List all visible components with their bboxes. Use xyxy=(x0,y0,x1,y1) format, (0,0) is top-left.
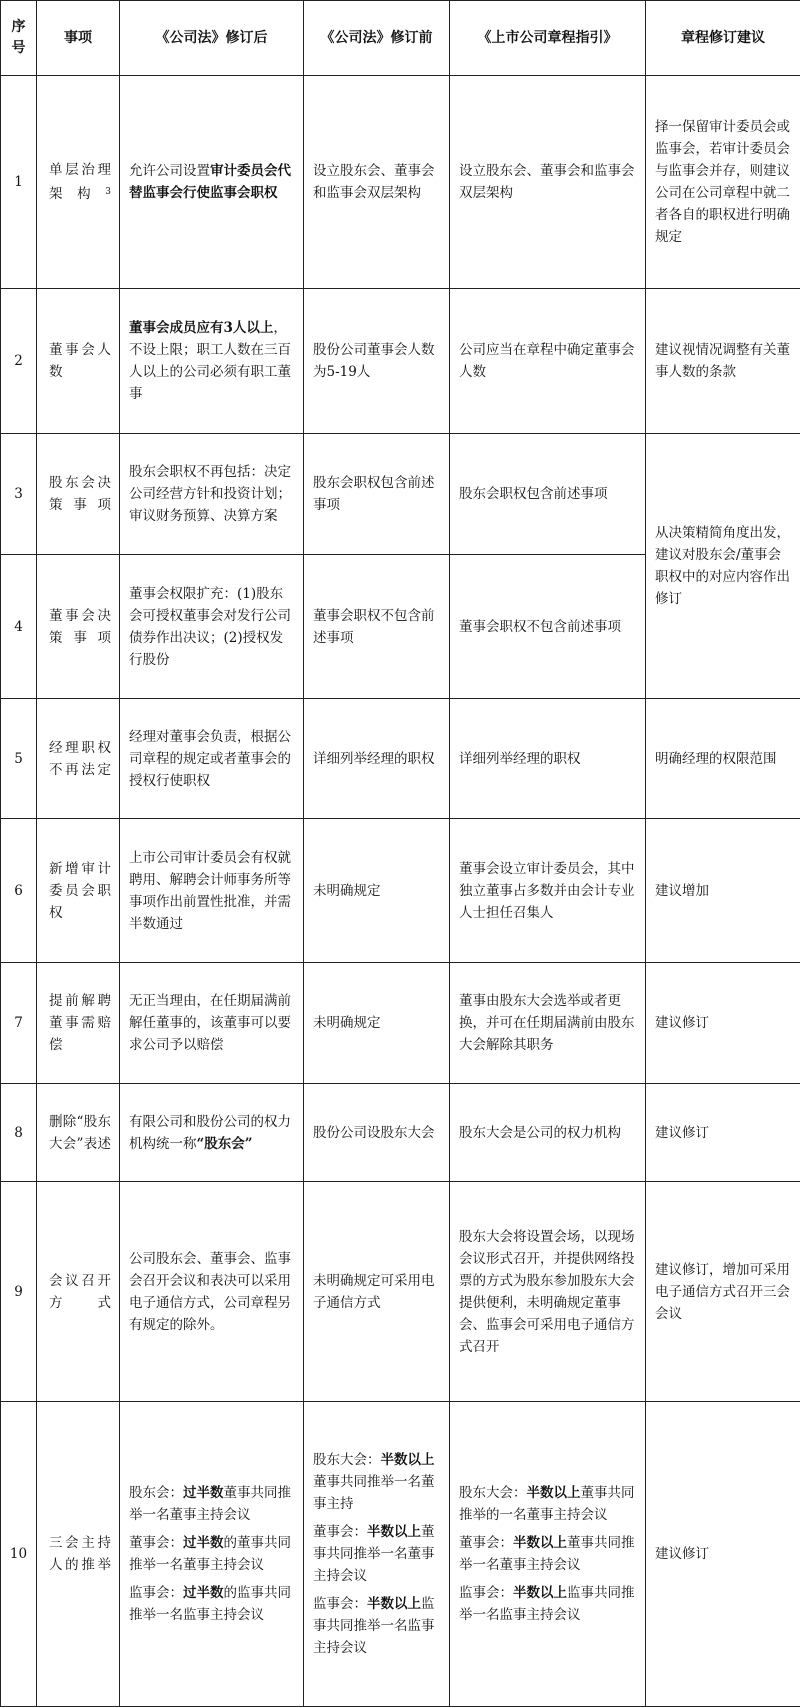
row-number: 6 xyxy=(1,819,37,963)
row-topic: 新增审计委员会职权 xyxy=(37,819,120,963)
guide-cell: 详细列举经理的职权 xyxy=(450,699,646,819)
guide-cell: 股东大会将设置会场，以现场会议形式召开，并提供网络投票的方式为股东参加股东大会提供便利，未明确规定董事会、监事会可采用电子通信方式召开 xyxy=(450,1182,646,1402)
row-topic: 会议召开方式 xyxy=(37,1182,120,1402)
row-number: 4 xyxy=(1,555,37,699)
after-text: ，不设上限；职工人数在三百人以上的公司必须有职工董事 xyxy=(129,320,291,402)
after-bold-text: 董事会成员应有3人以上 xyxy=(129,320,274,336)
before-cell: 设立股东会、董事会和监事会双层架构 xyxy=(304,76,450,289)
table-row xyxy=(1,963,800,1084)
table-row xyxy=(1,289,800,434)
row-number: 9 xyxy=(1,1182,37,1402)
guide-cell: 公司应当在章程中确定董事会人数 xyxy=(450,289,646,434)
advice-cell: 建议修订，增加可采用电子通信方式召开三会会议 xyxy=(646,1182,800,1402)
table-row xyxy=(1,699,800,819)
guide-item: 董事会：半数以上董事共同推举一名董事主持会议 xyxy=(459,1535,635,1573)
row-number: 10 xyxy=(1,1402,37,1707)
row-topic: 经理职权不再法定 xyxy=(37,699,120,819)
after-cell xyxy=(120,1402,304,1707)
advice-cell: 建议视情况调整有关董事人数的条款 xyxy=(646,289,800,434)
table-row xyxy=(1,76,800,289)
row-number: 7 xyxy=(1,963,37,1084)
after-item: 股东会：过半数董事共同推举一名董事主持会议 xyxy=(129,1485,291,1523)
guide-cell: 设立股东会、董事会和监事会双层架构 xyxy=(450,76,646,289)
header-cell-before: 《公司法》修订前 xyxy=(304,1,450,76)
table-row xyxy=(1,1182,800,1402)
row-number: 1 xyxy=(1,76,37,289)
before-item: 监事会：半数以上监事共同推举一名监事主持会议 xyxy=(313,1596,435,1656)
row-topic: 股东会决策事项 xyxy=(37,434,120,555)
table-row xyxy=(1,819,800,963)
guide-cell: 董事由股东大会选举或者更换，并可在任期届满前由股东大会解除其职务 xyxy=(450,963,646,1084)
after-cell: 股东会职权不再包括：决定公司经营方针和投资计划；审议财务预算、决算方案 xyxy=(120,434,304,555)
guide-cell xyxy=(450,1402,646,1707)
after-cell xyxy=(120,1084,304,1182)
guide-cell: 董事会职权不包含前述事项 xyxy=(450,555,646,699)
after-cell: 无正当理由，在任期届满前解任董事的，该董事可以要求公司予以赔偿 xyxy=(120,963,304,1084)
table-row xyxy=(1,434,800,555)
table-row xyxy=(1,1402,800,1707)
before-cell: 股份公司设股东大会 xyxy=(304,1084,450,1182)
row-topic: 董事会人数 xyxy=(37,289,120,434)
header-cell-guide: 《上市公司章程指引》 xyxy=(450,1,646,76)
before-cell: 未明确规定 xyxy=(304,963,450,1084)
after-text: 有限公司和股份公司的权力机构统一称 xyxy=(129,1113,291,1152)
row-topic: 删除“股东大会”表述 xyxy=(37,1084,120,1182)
before-cell: 股份公司董事会人数为5-19人 xyxy=(304,289,450,434)
advice-cell: 建议修订 xyxy=(646,1084,800,1182)
header-cell-no: 序号 xyxy=(1,1,37,76)
after-bold-text: “股东会” xyxy=(196,1135,253,1152)
topic-text: 单层治理架构 xyxy=(49,162,111,202)
guide-cell: 董事会设立审计委员会，其中独立董事占多数并由会计专业人士担任召集人 xyxy=(450,819,646,963)
header-row xyxy=(1,1,800,76)
after-cell: 上市公司审计委员会有权就聘用、解聘会计师事务所等事项作出前置性批准，并需半数通过 xyxy=(120,819,304,963)
guide-item: 监事会：半数以上监事共同推举一名监事主持会议 xyxy=(459,1585,635,1623)
before-cell: 未明确规定 xyxy=(304,819,450,963)
row-number: 3 xyxy=(1,434,37,555)
before-cell: 详细列举经理的职权 xyxy=(304,699,450,819)
row-number: 8 xyxy=(1,1084,37,1182)
advice-cell: 从决策精简角度出发，建议对股东会/董事会职权中的对应内容作出修订 xyxy=(646,434,800,699)
advice-cell: 建议修订 xyxy=(646,1402,800,1707)
before-cell: 股东会职权包含前述事项 xyxy=(304,434,450,555)
after-cell: 公司股东会、董事会、监事会召开会议和表决可以采用电子通信方式，公司章程另有规定的除外。 xyxy=(120,1182,304,1402)
guide-cell: 股东大会是公司的权力机构 xyxy=(450,1084,646,1182)
after-item: 董事会：过半数的董事共同推举一名董事主持会议 xyxy=(129,1535,291,1573)
before-cell xyxy=(304,1402,450,1707)
row-topic: 提前解聘董事需赔偿 xyxy=(37,963,120,1084)
table-row xyxy=(1,1084,800,1182)
row-topic xyxy=(37,76,120,289)
before-item: 董事会：半数以上董事共同推举一名董事主持会议 xyxy=(313,1524,435,1584)
after-cell xyxy=(120,289,304,434)
header-cell-after: 《公司法》修订后 xyxy=(120,1,304,76)
guide-item: 股东大会：半数以上董事共同推举的一名董事主持会议 xyxy=(459,1485,635,1523)
after-item: 监事会：过半数的监事共同推举一名监事主持会议 xyxy=(129,1585,291,1623)
before-cell: 董事会职权不包含前述事项 xyxy=(304,555,450,699)
row-number: 2 xyxy=(1,289,37,434)
after-cell: 经理对董事会负责，根据公司章程的规定或者董事会的授权行使职权 xyxy=(120,699,304,819)
row-number: 5 xyxy=(1,699,37,819)
header-cell-topic: 事项 xyxy=(37,1,120,76)
advice-cell: 择一保留审计委员会或监事会，若审计委员会与监事会并存，则建议公司在公司章程中就二者各自的职权进行明确规定 xyxy=(646,76,800,289)
after-bold-text: 审计委员会代替监事会行使监事会职权 xyxy=(129,163,291,201)
advice-cell: 建议增加 xyxy=(646,819,800,963)
after-cell: 董事会权限扩充：(1)股东会可授权董事会对发行公司债券作出决议；(2)授权发行股份 xyxy=(120,555,304,699)
row-topic: 董事会决策事项 xyxy=(37,555,120,699)
footnote-marker: 3 xyxy=(105,187,111,197)
advice-cell: 建议修订 xyxy=(646,963,800,1084)
header-cell-advice: 章程修订建议 xyxy=(646,1,800,76)
after-cell xyxy=(120,76,304,289)
row-topic: 三会主持人的推举 xyxy=(37,1402,120,1707)
after-text: 允许公司设置 xyxy=(129,163,210,179)
guide-cell: 股东会职权包含前述事项 xyxy=(450,434,646,555)
before-cell: 未明确规定可采用电子通信方式 xyxy=(304,1182,450,1402)
before-item: 股东大会：半数以上董事共同推举一名董事主持 xyxy=(313,1452,435,1512)
advice-cell: 明确经理的权限范围 xyxy=(646,699,800,819)
